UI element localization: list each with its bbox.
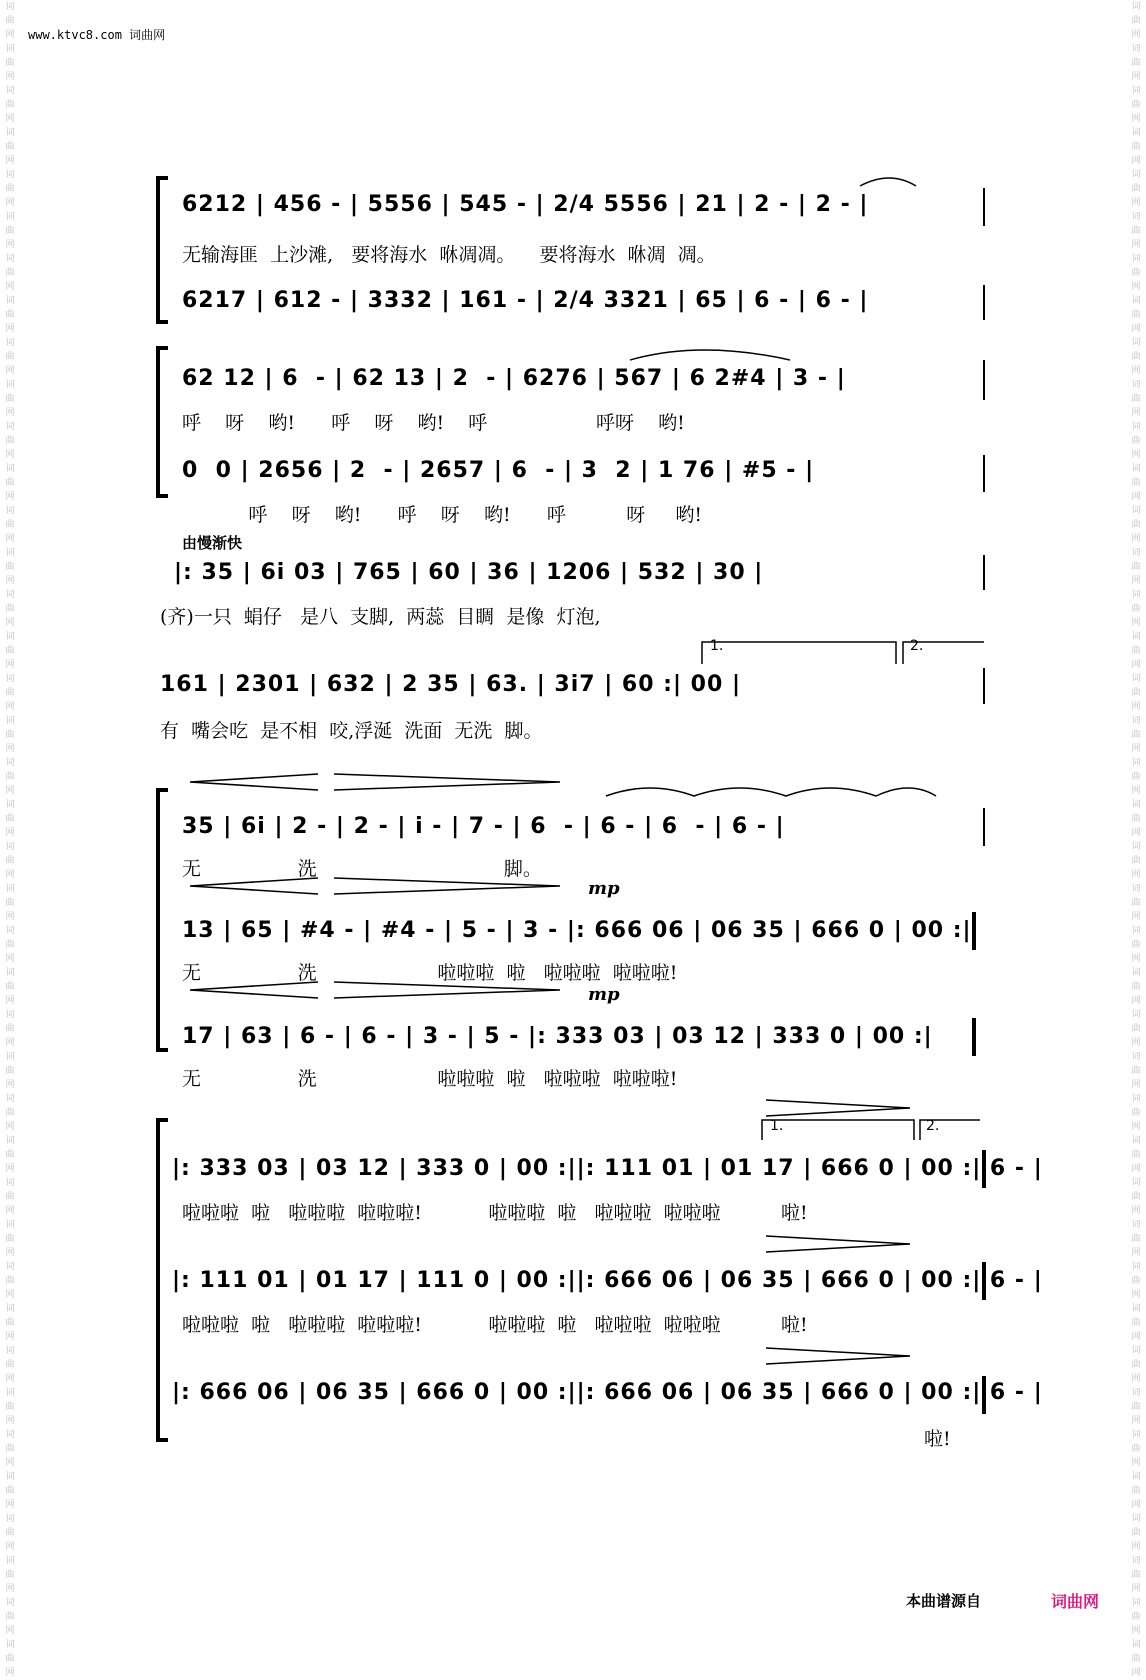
volta-label: 2. — [926, 1118, 940, 1134]
notation-line: |: 111 01 | 01 17 | 111 0 | 00 :||: 666 06 | 06 35 | 666 0 | 00 :| 6 - | — [172, 1268, 1043, 1293]
lyric-line: 呼 呀 哟! 呼 呀 哟! 呼 呼呀 哟! — [182, 412, 685, 434]
footer-brand: 词曲网 — [1051, 1592, 1100, 1611]
notation-line: 6217 | 612 - | 3332 | 161 - | 2/4 3321 | 65 | 6 - | 6 - | — [182, 288, 869, 313]
notation-line: 0 0 | 2656 | 2 - | 2657 | 6 - | 3 2 | 1 76 | #5 - | — [182, 458, 815, 483]
notation-line: |: 333 03 | 03 12 | 333 0 | 00 :||: 111 01 | 01 17 | 666 0 | 00 :| 6 - | — [172, 1156, 1043, 1181]
notation-line: 62 12 | 6 - | 62 13 | 2 - | 6276 | 567 | 6 2#4 | 3 - | — [182, 366, 846, 391]
notation-line: 13 | 65 | #4 - | #4 - | 5 - | 3 - |: 666 06 | 06 35 | 666 0 | 00 :| — [182, 918, 972, 943]
bracket-1 — [158, 178, 168, 322]
lyric-line: 啦啦啦 啦 啦啦啦 啦啦啦! 啦啦啦 啦 啦啦啦 啦啦啦 啦! — [182, 1202, 808, 1224]
bracket-2 — [158, 348, 168, 496]
watermark-left: 词曲网 词曲网 词曲网 词曲网 词曲网 词曲网 词曲网 词曲网 词曲网 词曲网 词曲网 词曲网 词曲网 词曲网 词曲网 词曲网 词曲网 词曲网 词曲网 词曲网 词曲网 词曲网 词曲网 词曲网 词曲网 词曲网 词曲网 词曲网 词曲网 词曲网 词曲网 词曲网 词曲网 词曲网 词曲网 词曲网 词曲网 词曲网 词曲网 词曲网 — [5, 2, 15, 1678]
lyric-line: 无 洗 脚。 — [182, 858, 542, 880]
volta-label: 2. — [910, 638, 924, 654]
lyric-line: (齐)一只 蜎仔 是八 支脚, 两蕊 目睭 是像 灯泡, — [160, 606, 601, 628]
notation-line: |: 666 06 | 06 35 | 666 0 | 00 :||: 666 06 | 06 35 | 666 0 | 00 :| 6 - | — [172, 1380, 1043, 1405]
site-url: www.ktvc8.com 词曲网 — [28, 28, 166, 42]
volta-label: 1. — [710, 638, 724, 654]
watermark-right: 词曲网 词曲网 词曲网 词曲网 词曲网 词曲网 词曲网 词曲网 词曲网 词曲网 词曲网 词曲网 词曲网 词曲网 词曲网 词曲网 词曲网 词曲网 词曲网 词曲网 词曲网 词曲网 词曲网 词曲网 词曲网 词曲网 词曲网 词曲网 词曲网 词曲网 词曲网 词曲网 词曲网 词曲网 词曲网 词曲网 词曲网 词曲网 词曲网 词曲网 — [1131, 2, 1141, 1678]
lyric-line: 无 洗 啦啦啦 啦 啦啦啦 啦啦啦! — [182, 1068, 678, 1090]
lyric-line: 呼 呀 哟! 呼 呀 哟! 呼 呀 哟! — [182, 504, 703, 526]
lyric-line: 有 嘴会吃 是不相 咬,浮涎 洗面 无洗 脚。 — [160, 720, 543, 742]
notation-line: 6212 | 456 - | 5556 | 545 - | 2/4 5556 | 21 | 2 - | 2 - | — [182, 192, 869, 217]
lyric-line: 无 洗 啦啦啦 啦 啦啦啦 啦啦啦! — [182, 962, 678, 984]
lyric-line: 啦啦啦 啦 啦啦啦 啦啦啦! 啦啦啦 啦 啦啦啦 啦啦啦 啦! — [182, 1314, 808, 1336]
dynamic-mark: mp — [588, 878, 620, 899]
lyric-line: 无输海匪 上沙滩, 要将海水 咻凋凋。 要将海水 咻凋 凋。 — [182, 244, 716, 266]
notation-line: 35 | 6i | 2 - | 2 - | i - | 7 - | 6 - | 6 - | 6 - | 6 - | — [182, 814, 785, 839]
bracket-3 — [158, 790, 168, 1050]
notation-line: 17 | 63 | 6 - | 6 - | 3 - | 5 - |: 333 03 | 03 12 | 333 0 | 00 :| — [182, 1024, 933, 1049]
notation-line: 161 | 2301 | 632 | 2 35 | 63. | 3i7 | 60 :| 00 | — [160, 672, 741, 697]
tempo-mark: 由慢渐快 — [182, 534, 243, 552]
footer-source: 本曲谱源自 — [906, 1592, 982, 1610]
notation-line: |: 35 | 6i 03 | 765 | 60 | 36 | 1206 | 532 | 30 | — [174, 560, 764, 585]
bracket-4 — [158, 1120, 168, 1440]
volta-label: 1. — [770, 1118, 784, 1134]
lyric-line: 啦! — [924, 1428, 951, 1450]
dynamic-mark: mp — [588, 984, 620, 1005]
